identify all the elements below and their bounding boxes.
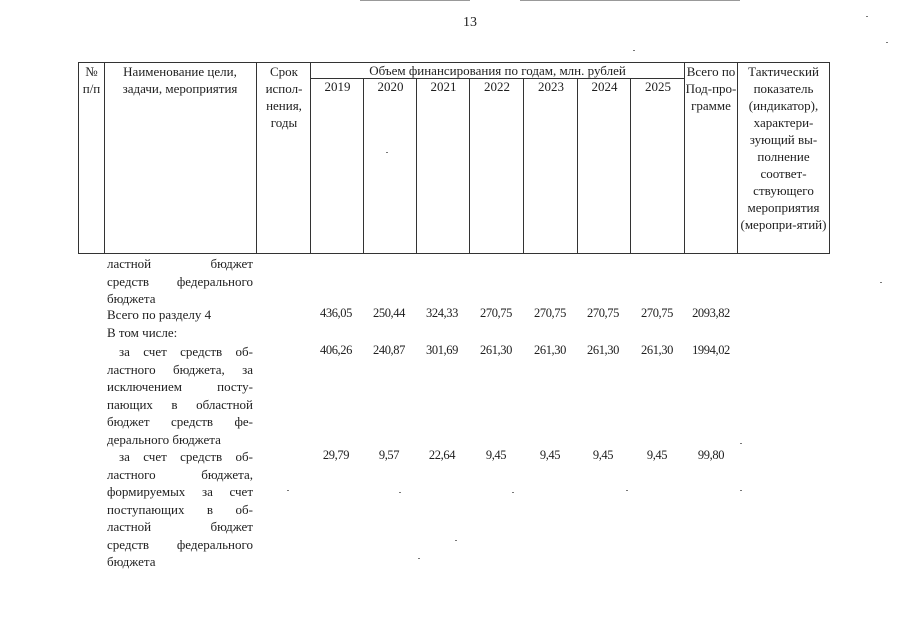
value-cell: 261,30 bbox=[480, 343, 512, 357]
scan-speck bbox=[886, 42, 888, 43]
scan-speck bbox=[418, 558, 420, 559]
table-row bbox=[107, 343, 253, 448]
year-header: 2020 bbox=[377, 79, 404, 94]
scan-speck bbox=[740, 490, 742, 491]
value-cell: 261,30 bbox=[641, 343, 673, 357]
value-cell: 9,45 bbox=[539, 448, 561, 462]
value-cell: 9,45 bbox=[646, 448, 668, 462]
value-cell: 261,30 bbox=[534, 343, 566, 357]
scan-speck bbox=[512, 492, 514, 493]
value-cell: 270,75 bbox=[641, 306, 673, 320]
value-cell: 301,69 bbox=[426, 343, 458, 357]
year-header: 2023 bbox=[538, 79, 564, 94]
scan-edge-line bbox=[360, 0, 470, 1]
table-row bbox=[107, 306, 257, 341]
row-text-line: бюджета bbox=[107, 554, 156, 569]
scan-speck bbox=[455, 540, 457, 541]
col-total-header: Всего по Под-про-грамме bbox=[685, 64, 737, 113]
year-header: 2024 bbox=[591, 79, 618, 94]
col-indicator-header: Тактический показатель (индикатор), характери-зующий вы-полнение соответ-ствующего мероприятия (меропри-ятий) bbox=[740, 64, 827, 232]
col-term-header: Срок испол-нения, годы bbox=[265, 64, 303, 130]
row-text-line: пающих в областной bbox=[107, 396, 253, 412]
value-cell: 240,87 bbox=[373, 343, 405, 357]
scan-speck bbox=[633, 50, 635, 51]
table-row bbox=[107, 255, 253, 308]
value-cell: 99,80 bbox=[697, 448, 725, 462]
value-cell: 9,45 bbox=[592, 448, 614, 462]
row-text-line: формируемых за счет bbox=[107, 484, 253, 499]
table-row bbox=[107, 448, 253, 571]
scan-speck bbox=[740, 443, 742, 444]
scan-speck bbox=[386, 152, 388, 153]
value-cell: 324,33 bbox=[426, 306, 458, 320]
value-cell: 270,75 bbox=[534, 306, 566, 320]
row-text-line: В том числе: bbox=[107, 324, 178, 340]
row-text-line: ластной бюджет bbox=[107, 256, 253, 271]
col-number-header: № п/п bbox=[82, 64, 101, 96]
row-text-line: бюджет средств фе- bbox=[107, 414, 253, 429]
scan-speck bbox=[880, 282, 882, 283]
year-header: 2022 bbox=[484, 79, 510, 94]
row-text-line: за счет средств об- bbox=[119, 449, 253, 464]
year-header: 2025 bbox=[645, 79, 671, 94]
value-cell: 9,57 bbox=[378, 448, 400, 462]
row-text-line: Всего по разделу 4 bbox=[107, 307, 212, 322]
value-cell: 436,05 bbox=[320, 306, 352, 320]
value-cell: 270,75 bbox=[587, 306, 619, 320]
row-text-line: поступающих в об- bbox=[107, 501, 253, 517]
row-text-line: исключением посту- bbox=[107, 379, 253, 394]
year-header: 2021 bbox=[430, 79, 457, 94]
value-cell: 270,75 bbox=[480, 306, 512, 320]
value-cell: 29,79 bbox=[322, 448, 350, 462]
col-name-header: Наименование цели, задачи, мероприятия bbox=[122, 64, 238, 96]
row-text-line: бюджета bbox=[107, 291, 156, 306]
col-finance-header: Объем финансирования по годам, млн. рублей bbox=[369, 63, 626, 78]
value-cell: 9,45 bbox=[485, 448, 507, 462]
value-cell: 2093,82 bbox=[692, 306, 730, 320]
value-cell: 250,44 bbox=[373, 306, 405, 320]
value-cell: 1994,02 bbox=[692, 343, 730, 357]
page-number: 13 bbox=[463, 15, 477, 30]
row-text-line: дерального бюджета bbox=[107, 431, 221, 447]
scan-speck bbox=[866, 16, 868, 17]
scan-speck bbox=[626, 490, 628, 491]
row-text-line: ластного бюджета, bbox=[107, 466, 253, 482]
value-cell: 22,64 bbox=[428, 448, 456, 462]
value-cell: 261,30 bbox=[587, 343, 619, 357]
row-text-line: средств федерального bbox=[107, 273, 253, 289]
value-cell: 406,26 bbox=[320, 343, 352, 357]
row-text-line: ластного бюджета, за bbox=[107, 361, 253, 377]
scan-edge-line bbox=[520, 0, 740, 1]
scan-speck bbox=[287, 490, 289, 491]
scan-speck bbox=[399, 492, 401, 493]
year-header: 2019 bbox=[324, 79, 351, 94]
row-text-line: ластной бюджет bbox=[107, 519, 253, 534]
row-text-line: средств федерального bbox=[107, 536, 253, 552]
row-text-line: за счет средств об- bbox=[119, 344, 253, 359]
